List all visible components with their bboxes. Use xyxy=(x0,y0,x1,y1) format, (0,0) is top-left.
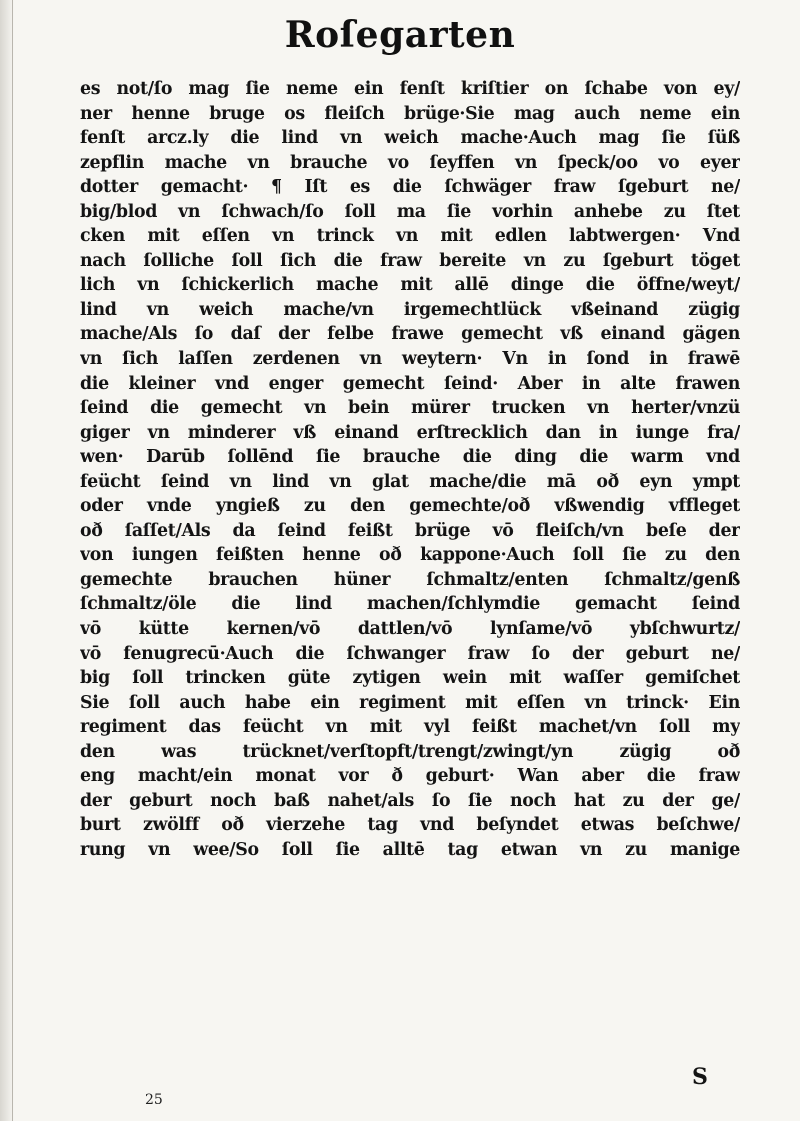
text-block xyxy=(80,77,740,863)
text-line: dotter gemacht· ¶ Iſt es die ſchwäger fraw ſgeburt ne/ xyxy=(80,177,740,198)
text-line: regiment das feücht vn mit vyl feißt machet/vn ſoll my xyxy=(80,717,740,738)
text-line: den was trücknet/verſtopft/trengt/zwingt/yn zügig oð xyxy=(80,741,740,762)
text-line: vō kütte kernen/vō dattlen/vō lynſame/vō ybſchwurtz/ xyxy=(80,619,740,640)
text-line: die kleiner vnd enger gemecht ſeind· Aber in alte frawen xyxy=(80,373,740,394)
text-line: big ſoll trincken güte zytigen wein mit waſſer gemiſchet xyxy=(80,668,740,689)
text-line: ſeind die gemecht vn bein mürer trucken vn herter/vnzü xyxy=(80,398,740,419)
signature-mark: S xyxy=(692,1064,708,1090)
text-line: ner henne bruge os fleiſch brüge·Sie mag auch neme ein xyxy=(80,103,740,124)
text-line: mache/Als ſo daſ der felbe frawe gemecht vß einand gägen xyxy=(80,324,740,345)
text-line: big/blod vn ſchwach/ſo ſoll ma ſie vorhin anhebe zu ſtet xyxy=(80,201,740,222)
text-line: eng macht/ein monat vor ð geburt· Wan aber die fraw xyxy=(80,766,740,787)
text-line: feücht ſeind vn lind vn glat mache/die mā oð eyn ympt xyxy=(80,471,740,492)
text-line: vn ſich laſſen zerdenen vn weytern· Vn in ſond in frawē xyxy=(80,349,740,370)
text-line: der geburt noch baß nahet/als ſo ſie noch hat zu der ge/ xyxy=(80,790,740,811)
text-line: es not/ſo mag ſie neme ein fenſt kriſtier on ſchabe von ey/ xyxy=(80,79,740,99)
text-line: oð ſaſſet/Als da ſeind feißt brüge vō fleiſch/vn beſe der xyxy=(80,520,740,541)
text-line: Sie ſoll auch habe ein regiment mit eſſen vn trinck· Ein xyxy=(80,692,740,713)
text-line: ſchmaltz/öle die lind machen/ſchlymdie gemacht ſeind xyxy=(80,594,740,615)
text-line: cken mit eſſen vn trinck vn mit edlen labtwergen· Vnd xyxy=(80,226,740,247)
text-line: giger vn minderer vß einand erſtrecklich dan in iunge fra/ xyxy=(80,422,740,443)
text-line: gemechte brauchen hüner ſchmaltz/enten ſchmaltz/genß xyxy=(80,569,740,590)
text-line: fenſt arcz.ly die lind vn weich mache·Auch mag ſie ſüß xyxy=(80,128,740,149)
text-line: wen· Darūb ſollēnd ſie brauche die ding die warm vnd xyxy=(80,447,740,468)
text-line: lich vn ſchickerlich mache mit allē dinge die öffne/weyt/ xyxy=(80,275,740,296)
text-line: lind vn weich mache/vn irgemechtlück vßeinand zügig xyxy=(80,299,740,320)
text-line: oder vnde yngieß zu den gemechte/oð vßwendig vffleget xyxy=(80,496,740,517)
text-line: burt zwölff oð vierzehe tag vnd beſyndet etwas beſchwe/ xyxy=(80,815,740,836)
text-line: vō fenugrecū·Auch die ſchwanger fraw ſo der geburt ne/ xyxy=(80,643,740,664)
folio-number: 25 xyxy=(145,1092,163,1108)
text-line: rung vn wee/So ſoll ſie alltē tag etwan vn zu manige xyxy=(80,839,740,860)
running-head: Roſegarten xyxy=(284,14,516,56)
text-line: von iungen feißten henne oð kappone·Auch ſoll ſie zu den xyxy=(80,545,740,566)
text-line: zepflin mache vn brauche vo ſeyffen vn ſpeck/oo vo eyer xyxy=(80,152,740,173)
page-edge-line xyxy=(12,0,13,1121)
text-line: nach ſolliche ſoll ſich die fraw bereite vn zu ſgeburt töget xyxy=(80,250,740,271)
